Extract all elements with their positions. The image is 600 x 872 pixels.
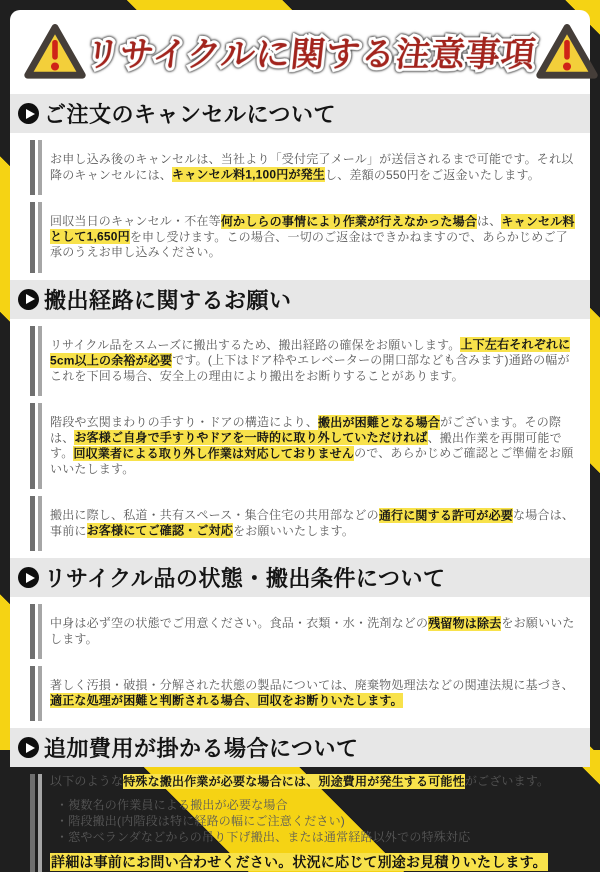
- quote-block: [30, 140, 575, 195]
- text-run: をお願いいたします。: [50, 616, 575, 646]
- page-title: リサイクルに関する注意事項: [83, 35, 538, 74]
- text-run: です。(上下はドア枠やエレベーターの開口部なども含みます)通路の幅がこれを下回る場合、安全上の理由により搬出をお断りすることがあります。: [50, 353, 570, 383]
- text-run: を申し受けます。この場合、一切のご返金はできかねますので、あらかじめご了承のうえお申し込みください。: [50, 229, 568, 259]
- highlight-run: 回収業者による取り外し作業は対応しておりません: [73, 446, 355, 460]
- highlight-run: キャンセル料1,100円が発生: [172, 167, 326, 182]
- play-circle-icon: [18, 567, 39, 588]
- paragraph: [50, 678, 575, 709]
- highlight-run: 適正な処理が困難と判断される場合、回収をお断りいたします。: [50, 693, 403, 708]
- bullet-item: ・複数名の作業員による搬出が必要な場合: [56, 797, 288, 812]
- quote-block: [30, 403, 575, 489]
- play-circle-icon: [18, 737, 39, 758]
- highlight-run: 上下左右それぞれに5cm以上の余裕が必要: [50, 337, 571, 367]
- text-run: 、搬出作業を再開可能です。: [50, 430, 562, 460]
- text-run: リサイクル品をスムーズに搬出するため、搬出経路の確保をお願いします。: [50, 337, 461, 352]
- highlight-run: 何かしらの事情により作業が行えなかった場合: [220, 214, 478, 228]
- highlight-run: 通行に関する許可が必要: [378, 508, 514, 522]
- highlight-run: お客様にてご確認・ご対応: [86, 523, 234, 538]
- text-run: し、差額の550円をご返金いたします。: [325, 167, 540, 182]
- paragraph: [50, 415, 575, 477]
- text-run: 搬出に際し、私道・共有スペース・集合住宅の共用部などの: [50, 508, 379, 522]
- text-run: ので、あらかじめご確認とご準備をお願いいたします。: [50, 446, 574, 476]
- highlight-run: お客様ご自身で手すりやドアを一時的に取り外していただければ: [74, 430, 428, 445]
- section-header: [10, 558, 590, 597]
- text-run: な場合は、事前に: [50, 508, 575, 538]
- highlight-run: キャンセル料として1,650円: [50, 214, 575, 244]
- section-title: 搬出経路に関するお願い: [44, 287, 292, 313]
- quote-marker: [30, 326, 42, 397]
- text-run: お申し込み後のキャンセルは、当社より「受付完了メール」が送信されるまで可能です。それ以降のキャンセルには、: [50, 152, 574, 182]
- text-run: 以下のような: [50, 774, 124, 788]
- play-circle-icon: [18, 289, 39, 310]
- paragraph: [50, 508, 575, 539]
- paragraph: [50, 214, 575, 261]
- text-run: 階段や玄関まわりの手すり・ドアの構造により、: [50, 415, 319, 429]
- section-route: [10, 280, 590, 552]
- paragraph: [50, 338, 575, 385]
- quote-block: [30, 496, 575, 551]
- text-run: 中身は必ず空の状態でご用意ください。食品・衣類・水・洗剤などの: [50, 616, 429, 630]
- bullet-item: ・窓やベランダなどからの吊り下げ搬出、または通常経路以外での特殊対応: [56, 829, 471, 844]
- quote-block: [30, 326, 575, 397]
- section-header: [10, 280, 590, 319]
- quote-block: [30, 604, 575, 659]
- quote-marker: [30, 496, 42, 551]
- text-run: をお願いいたします。: [233, 523, 355, 538]
- quote-marker: [30, 666, 42, 721]
- highlight-run: 搬出が困難となる場合: [318, 415, 441, 429]
- quote-block: [30, 666, 575, 721]
- section-extra-fee: [10, 728, 590, 872]
- warning-triangle-icon: [536, 23, 598, 79]
- paragraph: [50, 774, 575, 790]
- section-title: ご注文のキャンセルについて: [44, 102, 337, 127]
- highlight-run: 残留物は除去: [428, 616, 502, 630]
- quote-marker: [30, 774, 42, 872]
- paragraph: [50, 152, 575, 183]
- quote-block: [30, 202, 575, 273]
- quote-marker: [30, 140, 42, 195]
- text-run: 著しく汚損・破損・分解された状態の製品については、廃棄物処理法などの関連法規に基づき、: [50, 678, 574, 692]
- footer-note-wrap: [50, 852, 575, 872]
- highlight-run: 特殊な搬出作業が必要な場合には、別途費用が発生する可能性: [123, 774, 465, 788]
- text-run: は、: [477, 214, 502, 228]
- section-cancel: [10, 94, 590, 273]
- paragraph: [50, 616, 575, 647]
- bullet-item: ・階段搬出(内階段は特に経路の幅にご注意ください): [56, 813, 345, 828]
- section-header: [10, 728, 590, 767]
- quote-marker: [30, 202, 42, 273]
- quote-block: [30, 774, 575, 872]
- bullet-list: [56, 797, 575, 845]
- quote-marker: [30, 403, 42, 489]
- text-run: がございます。: [464, 774, 550, 788]
- quote-marker: [30, 604, 42, 659]
- warning-triangle-icon: [24, 23, 86, 79]
- content-panel: [10, 10, 590, 870]
- title-bar: [10, 10, 590, 88]
- section-header: [10, 94, 590, 133]
- text-run: がございます。その際は、: [50, 415, 562, 445]
- footer-note: 詳細は事前にお問い合わせください。状況に応じて別途お見積りいたします。: [51, 853, 547, 870]
- section-title: 追加費用が掛かる場合について: [44, 736, 359, 761]
- play-circle-icon: [18, 103, 39, 124]
- text-run: 回収当日のキャンセル・不在等: [50, 214, 221, 228]
- section-condition: [10, 558, 590, 721]
- section-title: リサイクル品の状態・搬出条件について: [44, 566, 446, 591]
